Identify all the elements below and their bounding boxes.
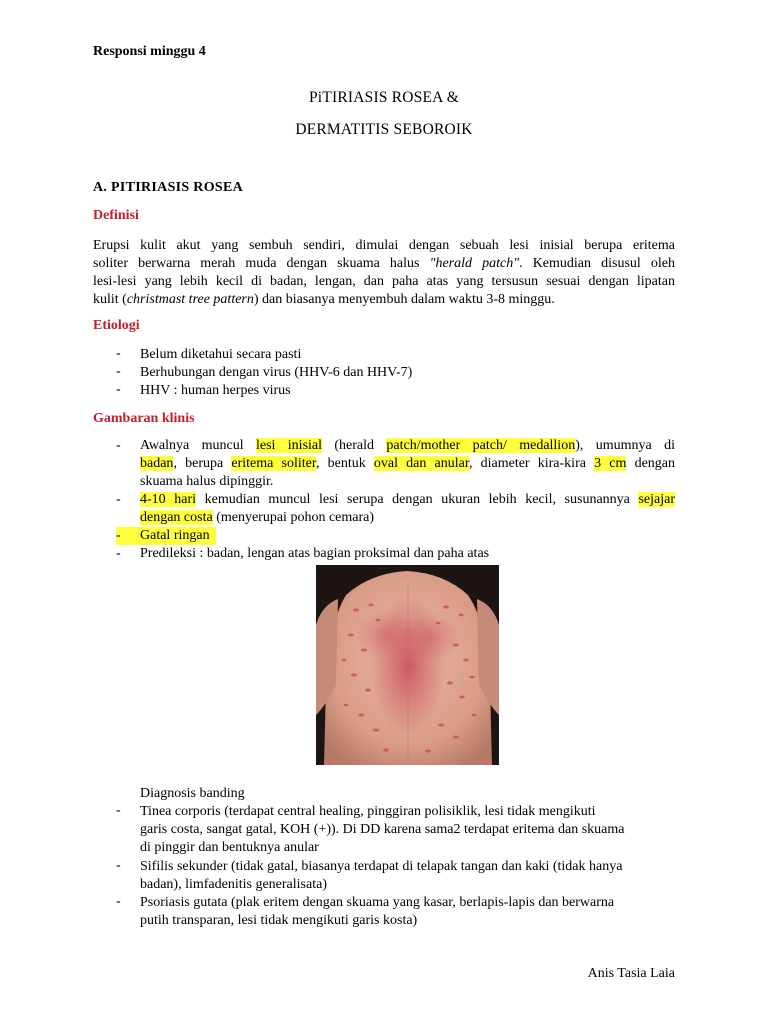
dd-item-2: Sifilis sekunder (tidak gatal, biasanya terdapat di telapak tangan dan kaki (tidak hanya badan), limfadenitis generalisata) [140,859,623,892]
clinical-photo [316,565,499,765]
highlight: dengan costa [140,510,213,525]
list-bullet: - [116,438,121,453]
highlight: patch/mother patch/ medallion [386,438,576,453]
dd-item-3: Psoriasis gutata (plak eritem dengan skuama yang kasar, berlapis-lapis dan berwarna putih transparan, lesi tidak mengikuti garis kosta) [140,895,615,928]
klinis-line: 4-10 hari kemudian muncul lesi serupa dengan ukuran lebih kecil, susunannya sejajar [140,492,675,507]
highlight: oval dan anular [373,456,469,471]
list-bullet: - [116,528,121,543]
klinis-item-3: Gatal ringan [140,528,210,543]
highlight: sejajar [638,492,675,507]
section-heading: A. PITIRIASIS ROSEA [93,180,244,195]
definisi-line: lesi-lesi yang lebih kecil di badan, lengan, dan paha atas yang tersusun sesuai dengan lipatan [93,274,675,289]
title-line-1: PiTIRIASIS ROSEA & [308,89,460,106]
etiologi-heading: Etiologi [93,318,140,333]
dd-item-1: Tinea corporis (terdapat central healing, pinggiran polisiklik, lesi tidak mengikuti garis costa, sangat gatal, KOH (+)). Di DD karena sama2 terdapat eritema dan skuama di pinggir dan bentuknya anular [140,804,625,855]
definisi-line: kulit (christmast tree pattern) dan biasanya menyembuh dalam waktu 3-8 minggu. [93,292,555,307]
highlight: lesi inisial [255,438,323,453]
diagnosis-banding-heading: Diagnosis banding [140,786,245,801]
klinis-line: skuama halus dipinggir. [140,474,274,489]
title-line-2: DERMATITIS SEBOROIK [295,121,473,138]
klinis-line: Awalnya muncul lesi inisial (herald patch/mother patch/ medallion), umumnya di [140,438,675,453]
document-header: Responsi minggu 4 [93,44,206,59]
list-bullet: - [116,346,121,361]
definisi-heading: Definisi [93,208,139,223]
etiologi-item: Belum diketahui secara pasti [140,347,302,362]
etiologi-item: HHV : human herpes virus [140,383,291,398]
klinis-line: dengan costa (menyerupai pohon cemara) [140,510,375,525]
highlight: 3 cm [594,456,627,471]
etiologi-item: Berhubungan dengan virus (HHV-6 dan HHV-7) [140,365,413,380]
definisi-line: Erupsi kulit akut yang sembuh sendiri, dimulai dengan sebuah lesi inisial berupa eritema [93,238,675,253]
highlight: eritema soliter [231,456,316,471]
footer-author: Anis Tasia Laia [587,966,675,981]
list-bullet: - [116,492,121,507]
list-bullet: - [116,546,121,561]
klinis-item-2 [140,491,675,527]
klinis-line: badan, berupa eritema soliter, bentuk oval dan anular, diameter kira-kira 3 cm dengan [140,456,675,471]
list-bullet: - [116,364,121,379]
list-bullet: - [116,894,121,909]
definisi-line: soliter berwarna merah muda dengan skuama halus "herald patch". Kemudian disusul oleh [93,256,675,271]
highlight: badan [140,456,174,471]
list-bullet: - [116,382,121,397]
definisi-paragraph [93,237,675,309]
list-bullet: - [116,803,121,818]
klinis-item-4: Predileksi : badan, lengan atas bagian proksimal dan paha atas [140,546,490,561]
klinis-item-1 [140,437,675,491]
gambaran-klinis-heading: Gambaran klinis [93,411,195,426]
list-bullet: - [116,858,121,873]
pityriasis-rosea-back-image [316,565,499,765]
highlight: 4-10 hari [140,492,197,507]
